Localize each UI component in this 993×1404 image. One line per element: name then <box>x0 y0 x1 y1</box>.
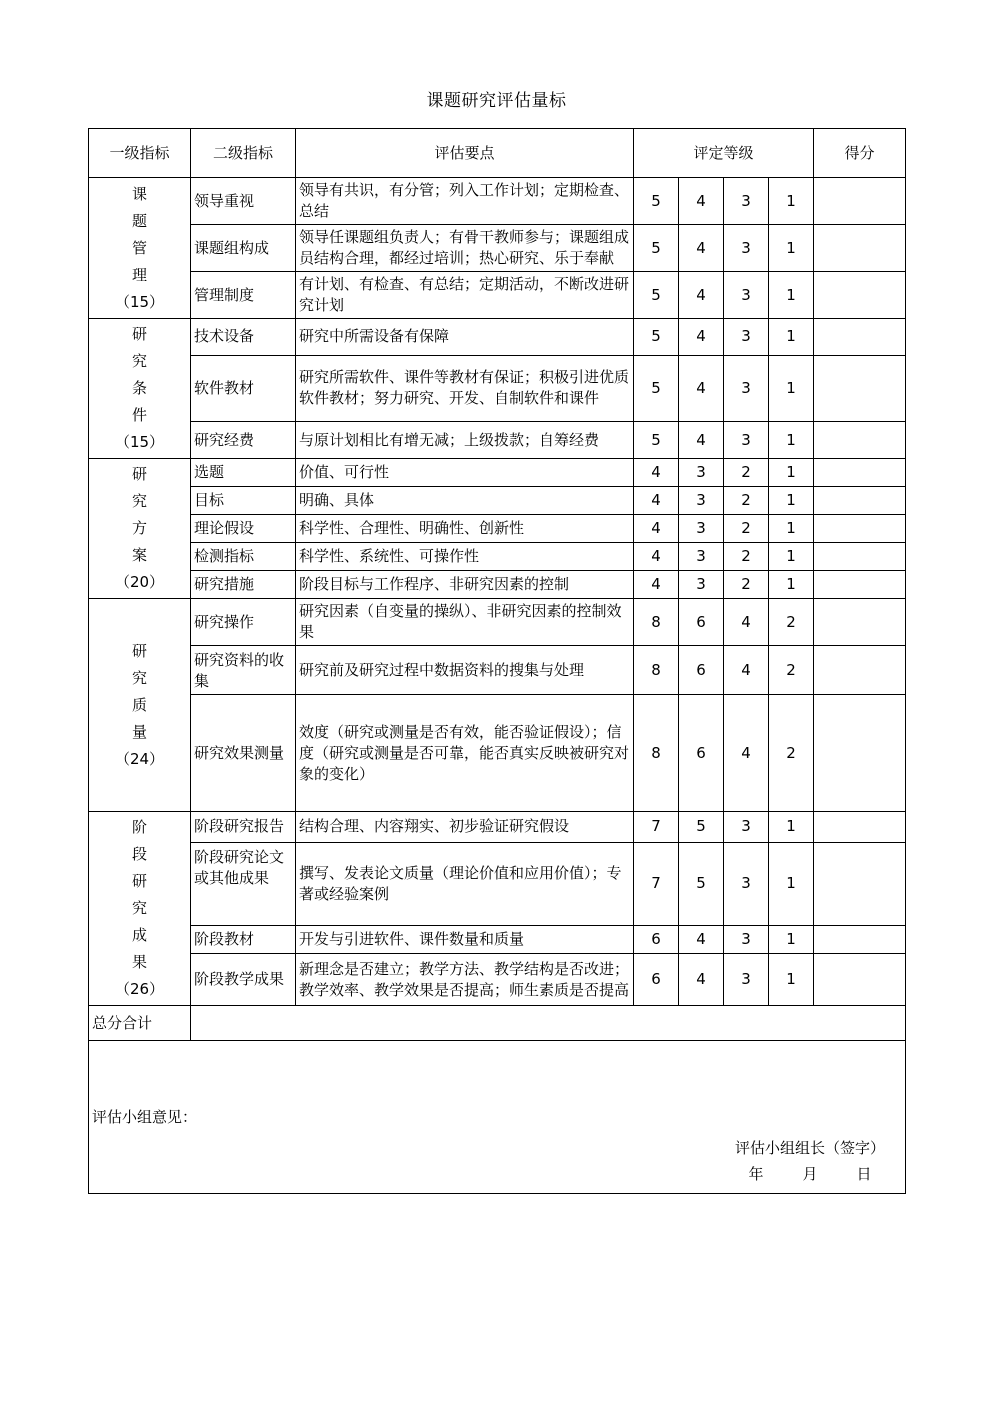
score-option[interactable]: 4 <box>679 422 724 459</box>
score-option[interactable]: 4 <box>634 459 679 487</box>
table-row <box>89 599 906 646</box>
score-option[interactable]: 1 <box>769 543 814 571</box>
score-option[interactable]: 6 <box>634 954 679 1006</box>
score-option[interactable]: 6 <box>679 599 724 646</box>
score-option[interactable]: 3 <box>724 842 769 925</box>
score-option[interactable]: 3 <box>679 487 724 515</box>
score-option[interactable]: 4 <box>679 355 724 421</box>
points-input-cell[interactable] <box>814 225 906 272</box>
table-row <box>89 646 906 695</box>
category-weight: （15） <box>114 292 165 311</box>
table-row <box>89 355 906 421</box>
description-cell: 新理念是否建立；教学方法、教学结构是否改进；教学效率、教学效果是否提高；师生素质是否提高 <box>296 954 634 1006</box>
category-char: 阶 <box>131 818 147 836</box>
points-input-cell[interactable] <box>814 925 906 954</box>
score-option[interactable]: 4 <box>724 646 769 695</box>
table-row <box>89 515 906 543</box>
score-option[interactable]: 1 <box>769 571 814 599</box>
score-option[interactable]: 5 <box>634 225 679 272</box>
description-cell: 领导任课题组负责人；有骨干教师参与；课题组成员结构合理，都经过培训；热心研究、乐于奉献 <box>296 225 634 272</box>
score-option[interactable]: 1 <box>769 515 814 543</box>
category-char: 方 <box>131 519 147 537</box>
category-char: 题 <box>131 211 147 230</box>
points-input-cell[interactable] <box>814 487 906 515</box>
category-char: 究 <box>131 352 147 370</box>
header-rating-level: 评定等级 <box>634 129 814 178</box>
table-row <box>89 571 906 599</box>
category-char: 案 <box>131 546 147 564</box>
sub-indicator-cell: 领导重视 <box>191 178 296 225</box>
score-option[interactable]: 2 <box>724 487 769 515</box>
score-option[interactable]: 5 <box>634 178 679 225</box>
score-option[interactable]: 3 <box>724 355 769 421</box>
description-cell: 效度（研究或测量是否有效，能否验证假设）；信度（研究或测量是否可靠，能否真实反映被研究对象的变化） <box>296 695 634 812</box>
sub-indicator-cell: 研究资料的收集 <box>191 646 296 695</box>
category-char: 质 <box>131 695 147 714</box>
category-char: 理 <box>131 265 147 284</box>
score-option[interactable]: 1 <box>769 954 814 1006</box>
score-option[interactable]: 1 <box>769 812 814 843</box>
header-primary-indicator: 一级指标 <box>89 129 191 178</box>
table-row <box>89 225 906 272</box>
score-option[interactable]: 4 <box>679 178 724 225</box>
score-option[interactable]: 3 <box>679 515 724 543</box>
header-evaluation-points: 评估要点 <box>296 129 634 178</box>
score-option[interactable]: 4 <box>679 225 724 272</box>
score-option[interactable]: 3 <box>679 543 724 571</box>
score-option[interactable]: 2 <box>769 646 814 695</box>
score-option[interactable]: 3 <box>724 319 769 356</box>
category-char: 果 <box>131 953 147 971</box>
score-option[interactable]: 4 <box>724 599 769 646</box>
sub-indicator-cell: 阶段研究报告 <box>191 812 296 843</box>
score-option[interactable]: 1 <box>769 225 814 272</box>
opinion-cell[interactable] <box>89 1041 906 1194</box>
description-cell: 研究中所需设备有保障 <box>296 319 634 356</box>
score-option[interactable]: 8 <box>634 646 679 695</box>
sub-indicator-cell: 目标 <box>191 487 296 515</box>
sub-indicator-cell: 检测指标 <box>191 543 296 571</box>
points-input-cell[interactable] <box>814 954 906 1006</box>
category-char: 件 <box>131 406 147 424</box>
score-option[interactable]: 4 <box>634 571 679 599</box>
points-input-cell[interactable] <box>814 571 906 599</box>
points-input-cell[interactable] <box>814 319 906 356</box>
score-option[interactable]: 3 <box>724 422 769 459</box>
score-option[interactable]: 7 <box>634 812 679 843</box>
score-option[interactable]: 3 <box>724 812 769 843</box>
category-stack-4 <box>92 814 187 1003</box>
description-cell: 结构合理、内容翔实、初步验证研究假设 <box>296 812 634 843</box>
table-row <box>89 422 906 459</box>
score-option[interactable]: 2 <box>724 571 769 599</box>
sub-indicator-cell: 技术设备 <box>191 319 296 356</box>
sub-indicator-cell: 软件教材 <box>191 355 296 421</box>
score-option[interactable]: 3 <box>724 272 769 319</box>
score-option[interactable]: 4 <box>679 925 724 954</box>
score-option[interactable]: 8 <box>634 695 679 812</box>
description-cell: 科学性、系统性、可操作性 <box>296 543 634 571</box>
score-option[interactable]: 4 <box>724 695 769 812</box>
score-option[interactable]: 3 <box>724 954 769 1006</box>
table-row <box>89 272 906 319</box>
table-row <box>89 178 906 225</box>
score-option[interactable]: 4 <box>634 543 679 571</box>
description-cell: 开发与引进软件、课件数量和质量 <box>296 925 634 954</box>
score-option[interactable]: 2 <box>724 543 769 571</box>
category-char: 段 <box>131 845 147 863</box>
score-option[interactable]: 1 <box>769 925 814 954</box>
category-stack-1 <box>92 321 187 456</box>
points-input-cell[interactable] <box>814 355 906 421</box>
points-input-cell[interactable] <box>814 812 906 843</box>
category-char: 管 <box>131 238 147 257</box>
table-row <box>89 319 906 356</box>
score-option[interactable]: 1 <box>769 842 814 925</box>
category-char: 量 <box>131 722 147 741</box>
table-row <box>89 487 906 515</box>
sub-indicator-cell: 管理制度 <box>191 272 296 319</box>
description-cell: 领导有共识，有分管；列入工作计划；定期检查、总结 <box>296 178 634 225</box>
score-option[interactable]: 4 <box>634 487 679 515</box>
evaluation-rubric-table <box>88 128 906 1194</box>
score-option[interactable]: 5 <box>634 422 679 459</box>
score-option[interactable]: 1 <box>769 272 814 319</box>
category-cell-2 <box>89 459 191 599</box>
header-score: 得分 <box>814 129 906 178</box>
description-cell: 科学性、合理性、明确性、创新性 <box>296 515 634 543</box>
category-char: 研 <box>131 325 147 343</box>
category-char: 课 <box>131 184 147 203</box>
score-option[interactable]: 6 <box>634 925 679 954</box>
score-option[interactable]: 3 <box>724 925 769 954</box>
category-char: 研 <box>131 872 147 890</box>
category-weight: （26） <box>114 980 165 998</box>
points-input-cell[interactable] <box>814 695 906 812</box>
category-weight: （24） <box>114 749 165 768</box>
category-stack-2 <box>92 461 187 596</box>
score-option[interactable]: 3 <box>679 459 724 487</box>
total-label: 总分合计 <box>89 1006 191 1041</box>
table-row <box>89 812 906 843</box>
score-option[interactable]: 3 <box>679 571 724 599</box>
header-secondary-indicator: 二级指标 <box>191 129 296 178</box>
sub-indicator-cell: 研究操作 <box>191 599 296 646</box>
sub-indicator-cell: 研究效果测量 <box>191 695 296 812</box>
table-row <box>89 459 906 487</box>
opinion-row <box>89 1041 906 1194</box>
description-cell: 撰写、发表论文质量（理论价值和应用价值）；专著或经验案例 <box>296 842 634 925</box>
score-option[interactable]: 5 <box>634 355 679 421</box>
signature-label: 评估小组组长（签字） <box>735 1139 886 1157</box>
table-row <box>89 954 906 1006</box>
points-input-cell[interactable] <box>814 543 906 571</box>
date-label: 年 月 日 <box>748 1165 884 1183</box>
points-input-cell[interactable] <box>814 842 906 925</box>
sub-indicator-cell: 理论假设 <box>191 515 296 543</box>
score-option[interactable]: 6 <box>679 646 724 695</box>
category-char: 研 <box>131 641 147 660</box>
category-char: 究 <box>131 492 147 510</box>
points-input-cell[interactable] <box>814 272 906 319</box>
score-option[interactable]: 5 <box>679 842 724 925</box>
category-char: 研 <box>131 465 147 483</box>
score-option[interactable]: 5 <box>679 812 724 843</box>
category-char: 条 <box>131 379 147 397</box>
sub-indicator-cell: 阶段研究论文或其他成果 <box>191 842 296 925</box>
description-cell: 研究因素（自变量的操纵）、非研究因素的控制效果 <box>296 599 634 646</box>
category-weight: （15） <box>114 433 165 451</box>
category-cell-0 <box>89 178 191 319</box>
score-option[interactable]: 2 <box>724 459 769 487</box>
score-option[interactable]: 4 <box>634 515 679 543</box>
score-option[interactable]: 2 <box>769 695 814 812</box>
points-input-cell[interactable] <box>814 422 906 459</box>
description-cell: 研究所需软件、课件等教材有保证；积极引进优质软件教材；努力研究、开发、自制软件和课件 <box>296 355 634 421</box>
score-option[interactable]: 2 <box>724 515 769 543</box>
category-cell-1 <box>89 319 191 459</box>
category-char: 究 <box>131 899 147 917</box>
score-option[interactable]: 1 <box>769 487 814 515</box>
score-option[interactable]: 3 <box>724 225 769 272</box>
score-option[interactable]: 1 <box>769 178 814 225</box>
score-option[interactable]: 3 <box>724 178 769 225</box>
points-input-cell[interactable] <box>814 646 906 695</box>
points-input-cell[interactable] <box>814 178 906 225</box>
score-option[interactable]: 1 <box>769 422 814 459</box>
description-cell: 与原计划相比有增无减；上级拨款；自筹经费 <box>296 422 634 459</box>
table-row <box>89 842 906 925</box>
category-char: 成 <box>131 926 147 944</box>
score-option[interactable]: 1 <box>769 319 814 356</box>
score-option[interactable]: 6 <box>679 695 724 812</box>
description-cell: 研究前及研究过程中数据资料的搜集与处理 <box>296 646 634 695</box>
category-stack-0 <box>92 181 187 316</box>
sub-indicator-cell: 选题 <box>191 459 296 487</box>
points-input-cell[interactable] <box>814 459 906 487</box>
signature-block <box>735 1135 885 1187</box>
total-value-cell[interactable] <box>191 1006 906 1041</box>
score-option[interactable]: 1 <box>769 459 814 487</box>
score-option[interactable]: 1 <box>769 355 814 421</box>
sub-indicator-cell: 研究措施 <box>191 571 296 599</box>
category-cell-4 <box>89 812 191 1006</box>
score-option[interactable]: 8 <box>634 599 679 646</box>
description-cell: 明确、具体 <box>296 487 634 515</box>
opinion-label: 评估小组意见： <box>92 1108 198 1126</box>
description-cell: 价值、可行性 <box>296 459 634 487</box>
score-option[interactable]: 7 <box>634 842 679 925</box>
description-cell: 有计划、有检查、有总结；定期活动，不断改进研究计划 <box>296 272 634 319</box>
score-option[interactable]: 4 <box>679 954 724 1006</box>
sub-indicator-cell: 阶段教学成果 <box>191 954 296 1006</box>
description-cell: 阶段目标与工作程序、非研究因素的控制 <box>296 571 634 599</box>
points-input-cell[interactable] <box>814 599 906 646</box>
score-option[interactable]: 2 <box>769 599 814 646</box>
table-row <box>89 543 906 571</box>
points-input-cell[interactable] <box>814 515 906 543</box>
score-option[interactable]: 4 <box>679 272 724 319</box>
score-option[interactable]: 5 <box>634 272 679 319</box>
table-row <box>89 925 906 954</box>
category-char: 究 <box>131 668 147 687</box>
score-option[interactable]: 5 <box>634 319 679 356</box>
sub-indicator-cell: 研究经费 <box>191 422 296 459</box>
table-header-row <box>89 129 906 178</box>
total-row <box>89 1006 906 1041</box>
score-option[interactable]: 4 <box>679 319 724 356</box>
category-weight: （20） <box>114 573 165 591</box>
table-row <box>89 695 906 812</box>
category-stack-3 <box>92 638 187 773</box>
page-title: 课题研究评估量标 <box>426 91 567 111</box>
sub-indicator-cell: 阶段教材 <box>191 925 296 954</box>
sub-indicator-cell: 课题组构成 <box>191 225 296 272</box>
category-cell-3 <box>89 599 191 812</box>
